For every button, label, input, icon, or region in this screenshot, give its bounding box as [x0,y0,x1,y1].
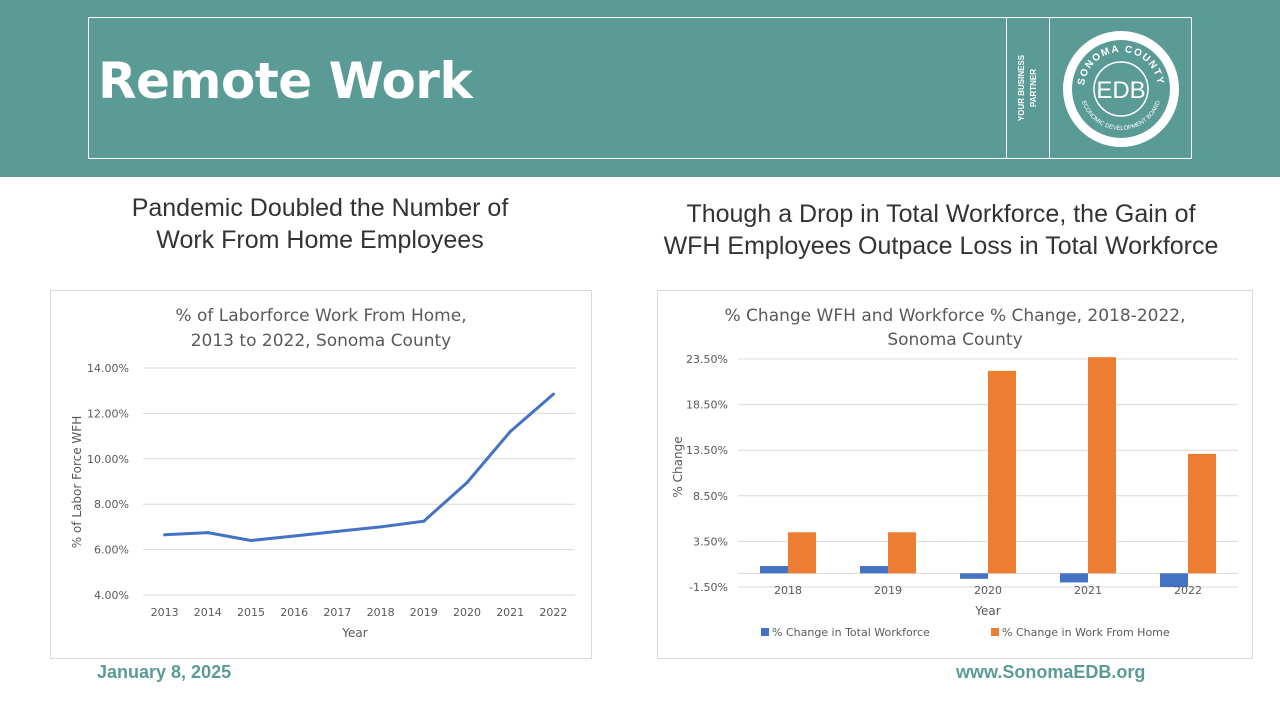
x-tick-label: 2019 [409,606,438,619]
x-tick-label: 2014 [193,606,222,619]
y-tick-label: 8.50% [693,489,728,503]
left-heading-line1: Pandemic Doubled the Number of [131,194,509,222]
legend-swatch-workforce [761,628,769,636]
x-tick-label: 2018 [366,606,395,619]
tagline-line1: YOUR BUSINESS [1017,54,1027,122]
x-tick-label: 2022 [1174,584,1202,597]
x-tick-label: 2013 [150,606,179,619]
bar-chart-xlabel: Year [975,604,1001,618]
y-tick-label: 13.50% [686,444,728,458]
bar-wfh [888,532,916,573]
data-point [379,525,382,528]
left-heading [60,192,580,256]
y-tick-label: 12.00% [87,407,129,421]
bar-wfh [1088,357,1116,573]
x-tick-label: 2019 [874,584,902,597]
data-point [250,539,253,542]
line-chart-title-line2: 2013 to 2022, Sonoma County [190,331,452,351]
bar-wfh [788,532,816,573]
right-heading [630,198,1252,262]
x-tick-label: 2020 [974,584,1002,597]
y-tick-label: 3.50% [693,535,728,549]
legend-label-wfh: % Change in Work From Home [1002,626,1170,639]
data-point [336,530,339,533]
x-tick-label: 2021 [496,606,525,619]
y-tick-label: 6.00% [94,543,129,557]
edb-logo[interactable] [1062,30,1180,148]
bar-chart-frame [657,290,1253,659]
line-chart-frame [50,290,592,659]
page-title: Remote Work [98,52,473,110]
logo-top-text: SONOMA COUNTY [1076,43,1166,87]
logo-bottom-text: ECONOMIC DEVELOPMENT BOARD [1080,100,1162,133]
y-tick-label: 18.50% [686,398,728,412]
footer-url[interactable]: www.SonomaEDB.org [956,662,1146,682]
x-tick-label: 2020 [453,606,481,619]
data-point [422,520,425,523]
y-tick-label: 8.00% [94,498,129,512]
x-tick-label: 2018 [774,584,802,597]
bar-workforce [1060,573,1088,582]
bar-wfh [988,371,1016,573]
tagline-line2: PARTNER [1029,68,1039,108]
bar-workforce [860,566,888,573]
footer-date: January 8, 2025 [97,662,232,682]
data-point [163,533,166,536]
line-chart-title-line1: % of Laborforce Work From Home, [175,306,467,326]
bar-wfh [1188,454,1216,573]
x-tick-label: 2016 [280,606,309,619]
bar-chart-title-line2: Sonoma County [887,330,1023,350]
bar-chart-legend [761,626,1170,639]
data-point [206,531,209,534]
y-tick-label: -1.50% [689,581,728,594]
y-tick-label: 10.00% [87,452,129,466]
x-tick-label: 2022 [539,606,568,619]
logo-mark: EDB [1096,77,1146,104]
x-tick-label: 2017 [323,606,352,619]
bar-chart-ylabel: % Change [671,436,685,498]
y-tick-label: 14.00% [87,362,129,375]
tagline [1006,17,1050,159]
right-heading-line2: WFH Employees Outpace Loss in Total Workforce [663,232,1219,260]
data-point [293,534,296,537]
line-series-wfh [165,394,554,540]
data-point [509,430,512,433]
y-tick-label: 23.50% [686,353,728,366]
data-point [466,481,469,484]
y-tick-label: 4.00% [94,589,129,602]
x-tick-label: 2021 [1074,584,1102,597]
line-chart [51,291,591,658]
left-heading-line2: Work From Home Employees [156,226,484,254]
legend-label-workforce: % Change in Total Workforce [772,626,930,639]
legend-swatch-wfh [991,628,999,636]
x-tick-label: 2015 [237,606,265,619]
right-heading-line1: Though a Drop in Total Workforce, the Gain of [686,200,1196,228]
bar-chart-title-line1: % Change WFH and Workforce % Change, 2018-2022, [724,306,1186,326]
bar-workforce [760,566,788,573]
line-chart-ylabel: % of Labor Force WFH [70,415,84,549]
bar-chart [658,291,1252,658]
line-chart-xlabel: Year [342,626,368,640]
data-point [552,393,555,396]
bar-workforce [960,573,988,578]
